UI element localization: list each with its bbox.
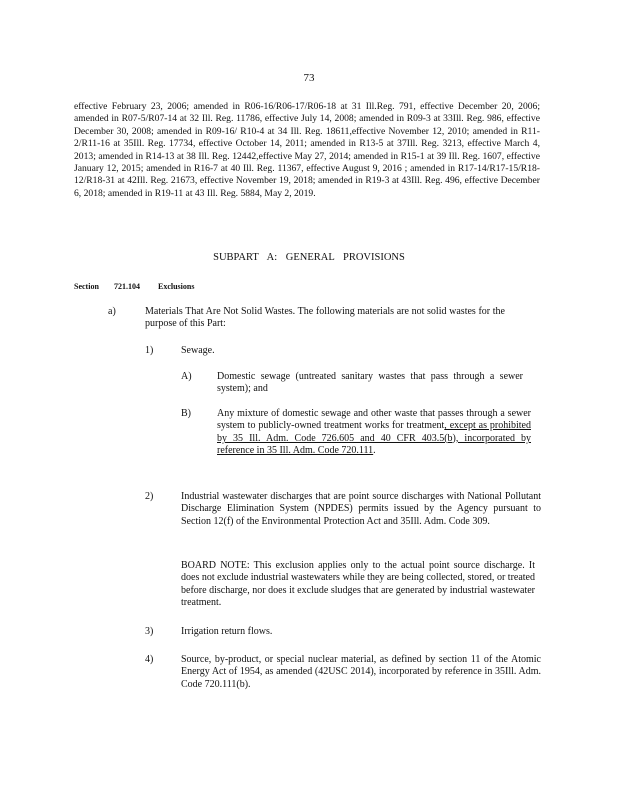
- item-marker-a2: 2): [145, 491, 154, 502]
- item-text-a1B: [217, 408, 531, 458]
- item-text-a1B-amendment: , except as prohibited by 35 Ill. Adm. Code 726.605 and 40 CFR 403.5(b), incorporated by reference in 35 Ill. Adm. Code 720.111: [217, 420, 531, 457]
- item-marker-a: a): [108, 306, 116, 317]
- item-text-a3: Irrigation return flows.: [181, 626, 273, 637]
- item-text-a2: Industrial wastewater discharges that are point source discharges with National Pollutant Discharge Elimination System (NPDES) permits issued by the Agency pursuant to Section 12(f) of the Environmental Protection Act and 35Ill. Adm. Code 309.: [181, 491, 541, 527]
- item-text-a4: Source, by-product, or special nuclear material, as defined by section 11 of the Atomic Energy Act of 1954, as amended (42USC 2014), incorporated by reference in 35Ill. Adm. Code 720.111(b).: [181, 654, 541, 690]
- item-marker-a1B: B): [181, 408, 191, 419]
- section-title: Exclusions: [158, 282, 195, 291]
- item-marker-a3: 3): [145, 626, 154, 637]
- item-marker-a4: 4): [145, 654, 154, 665]
- section-label: Section: [74, 282, 99, 291]
- board-note: BOARD NOTE: This exclusion applies only to the actual point source discharge. It does not exclude industrial wastewaters while they are being collected, stored, or treated before discharge, nor does it exclude sludges that are generated by industrial wastewater treatment.: [181, 560, 535, 609]
- subpart-heading: SUBPART A: GENERAL PROVISIONS: [213, 252, 405, 263]
- item-text-a: Materials That Are Not Solid Wastes. The following materials are not solid wastes for the purpose of this Part:: [145, 306, 505, 330]
- page-number: 73: [303, 72, 315, 84]
- item-text-a1B-end: .: [373, 445, 376, 457]
- item-text-a1: Sewage.: [181, 345, 215, 356]
- item-text-a1A: Domestic sewage (untreated sanitary wastes that pass through a sewer system); and: [217, 371, 523, 395]
- amendment-history: effective February 23, 2006; amended in R06-16/R06-17/R06-18 at 31 Ill.Reg. 791, effective December 20, 2006; amended in R07-5/R07-14 at 32 Ill. Reg. 11786, effective July 14, 2008; amended in R09-3 at 33Ill. Reg. 986, effective December 30, 2008; amended in R09-16/ R10-4 at 34 Ill. Reg. 18611,effective November 12, 2010; amended in R11-2/R11-16 at 35Ill. Reg. 17734, effective October 14, 2011; amended in R13-5 at 37Ill. Reg. 3213, effective March 4, 2013; amended in R14-13 at 38 Ill. Reg. 12442,effective May 27, 2014; amended in R15-1 at 39 Ill. Reg. 1607, effective January 12, 2015; amended in R16-7 at 40 Ill. Reg. 11367, effective August 9, 2016 ; amended in R17-14/R17-15/R18-12/R18-31 at 42Ill. Reg. 21673, effective November 19, 2018; amended in R19-3 at 43Ill. Reg. 496, effective December 6, 2018; amended in R19-11 at 43 Ill. Reg. 5884, May 2, 2019.: [74, 101, 540, 199]
- item-marker-a1A: A): [181, 371, 192, 382]
- item-text-a1B-plain: Any mixture of domestic sewage and other waste that passes through a sewer system to publicly-owned treatment works for treatment: [217, 408, 531, 432]
- item-marker-a1: 1): [145, 345, 154, 356]
- section-number: 721.104: [114, 282, 140, 291]
